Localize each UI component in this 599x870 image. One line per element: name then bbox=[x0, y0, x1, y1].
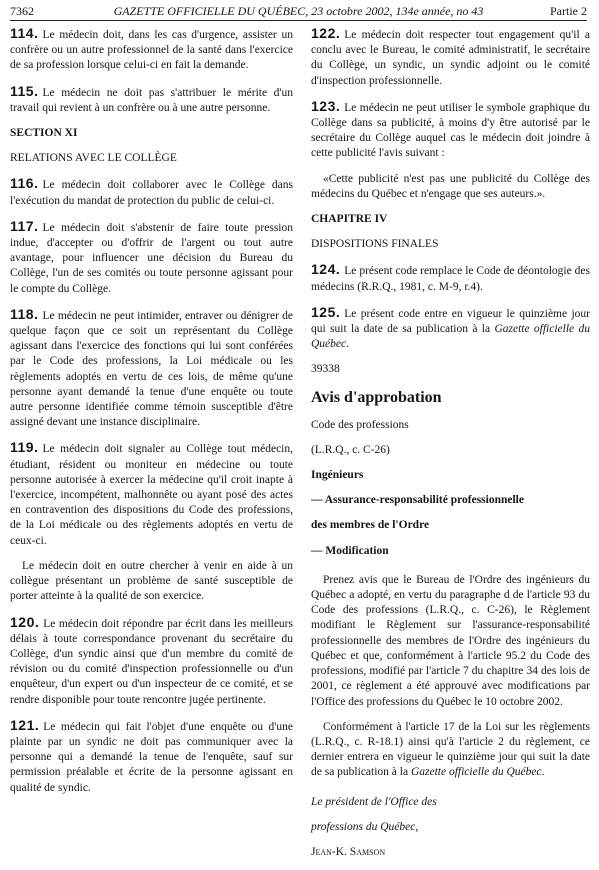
article-121: 121. Le médecin qui fait l'objet d'une enquête ou d'une plainte par un syndic ne doit pas communiquer avec la personne qui a demandé la tenue de l'enquête, sauf sur permission préalable et écrite de la personne agissant en qualité de syndic. bbox=[10, 716, 293, 794]
regulation-line-2: — Assurance-responsabilité professionnelle bbox=[311, 494, 524, 507]
article-123: 123. Le médecin ne peut utiliser le symbole graphique du Collège dans sa publicité, à moins d'y être autorisé par le secrétaire du Collège auquel cas le médecin doit joindre à cette publicité l'avis suivant : bbox=[311, 97, 590, 160]
regulation-line-1: Ingénieurs bbox=[311, 469, 364, 482]
page-number: 7362 bbox=[10, 4, 34, 18]
advertising-notice: «Cette publicité n'est pas une publicité du Collège des médecins du Québec et n'engage que ses auteurs.». bbox=[311, 172, 590, 200]
part-label: Partie 2 bbox=[550, 4, 587, 18]
article-125: 125. Le présent code entre en vigueur le quinzième jour qui suit la date de sa publication à la Gazette officielle du Québec. bbox=[311, 303, 590, 351]
regulation-line-3: des membres de l'Ordre bbox=[311, 519, 430, 532]
article-115: 115. Le médecin ne doit pas s'attribuer le mérite d'un travail qui revient à un confrère ou à une autre personne. bbox=[10, 82, 293, 114]
right-column bbox=[311, 26, 590, 870]
publication-title: GAZETTE OFFICIELLE DU QUÉBEC, 23 octobre 2002, 134e année, no 43 bbox=[113, 4, 484, 18]
reference-number: 39338 bbox=[311, 363, 340, 376]
section-subtitle: RELATIONS AVEC LE COLLÈGE bbox=[10, 152, 177, 165]
code-line-1: Code des professions bbox=[311, 418, 409, 431]
section-title: SECTION XI bbox=[10, 127, 78, 140]
signature-line-2: professions du Québec, bbox=[311, 820, 419, 833]
article-118: 118. Le médecin ne peut intimider, entraver ou dénigrer de quelque façon que ce soit un représentant du Collège agissant dans l'exercice des fonctions qui lui sont conférées par le Code des professions, la Loi médicale ou les règlements adoptés en vertu de ces lois, de même qu'une personne ayant demandé la tenue d'une enquête ou toute autre personne identifiée comme témoin susceptible d'être assigné devant une instance disciplinaire. bbox=[10, 305, 293, 429]
signature-name: Jean-K. Samson bbox=[311, 845, 386, 858]
notice-paragraph-2: Conformément à l'article 17 de la Loi sur les règlements (L.R.Q., c. R-18.1) ainsi qu'à l'article 2 du règlement, ce dernier entrera en vigueur le quinzième jour qui suit la date de sa publication à la Gazette officielle du Québec. bbox=[311, 720, 590, 779]
left-column bbox=[10, 26, 293, 806]
article-119-para2: Le médecin doit en outre chercher à venir en aide à un collègue présentant un problème de santé susceptible de porter atteinte à la qualité de son exercice. bbox=[10, 559, 293, 603]
article-120: 120. Le médecin doit répondre par écrit dans les meilleurs délais à toute correspondance provenant du secrétaire du Collège, d'un syndic ainsi que d'un membre du comité de révision ou du comité d'inspection professionnelle ou d'un enquêteur, d'un expert ou d'un inspecteur de ce comité, et se rendre disponible pour toute rencontre jugée pertinente. bbox=[10, 613, 293, 706]
chapter-title: CHAPITRE IV bbox=[311, 213, 388, 226]
page-header bbox=[10, 3, 587, 21]
article-122: 122. Le médecin doit respecter tout engagement qu'il a conclu avec le Bureau, le comité administratif, le secrétaire du Collège, un syndic, un syndic adjoint ou le comité d'inspection professionnelle. bbox=[311, 25, 590, 87]
notice-title: Avis d'approbation bbox=[311, 388, 442, 406]
notice-paragraph-1: Prenez avis que le Bureau de l'Ordre des ingénieurs du Québec a adopté, en vertu du paragraphe d de l'article 93 du Code des professions (L.R.Q., c. C-26), le Règlement modifiant le Règlement sur l'assurance-responsabilité professionnelle des membres de l'Ordre des ingénieurs du Québec et que, conformément à l'article 95.2 du Code des professions, modifié par l'article 7 du chapitre 34 des lois de 2001, ce règlement a été approuvé avec modifications par l'Office des professions du Québec le 10 octobre 2002. bbox=[311, 573, 590, 708]
article-114: 114. Le médecin doit, dans les cas d'urgence, assister un confrère ou un autre professionnel de la santé dans l'exercice de sa profession lorsque celui-ci en fait la demande. bbox=[10, 25, 293, 72]
article-124: 124. Le présent code remplace le Code de déontologie des médecins (R.R.Q., 1981, c. M-9, r.4). bbox=[311, 261, 590, 293]
article-116: 116. Le médecin doit collaborer avec le Collège dans l'exécution du mandat de protection du public de celui-ci. bbox=[10, 175, 293, 207]
signature-line-1: Le président de l'Office des bbox=[311, 795, 437, 808]
regulation-line-4: — Modification bbox=[311, 544, 389, 557]
article-119: 119. Le médecin doit signaler au Collège tout médecin, étudiant, résident ou moniteur en médecine ou toute personne autorisée à exercer la médecine qu'il croit inapte à l'exercice, incompétent, malhonnête ou ayant posé des actes en contravention des dispositions du Code des professions, de la Loi médicale ou des règlements adoptés en vertu de ceux-ci. bbox=[10, 439, 293, 547]
chapter-subtitle: DISPOSITIONS FINALES bbox=[311, 238, 439, 251]
code-line-2: (L.R.Q., c. C-26) bbox=[311, 443, 390, 456]
article-117: 117. Le médecin doit s'abstenir de faire toute pression indue, d'accepter ou d'offrir de l'argent ou tout autre avantage, pour influencer une décision du Bureau du Collège, l'un de ses comités ou toute personne agissant pour le compte du Collège. bbox=[10, 217, 293, 295]
